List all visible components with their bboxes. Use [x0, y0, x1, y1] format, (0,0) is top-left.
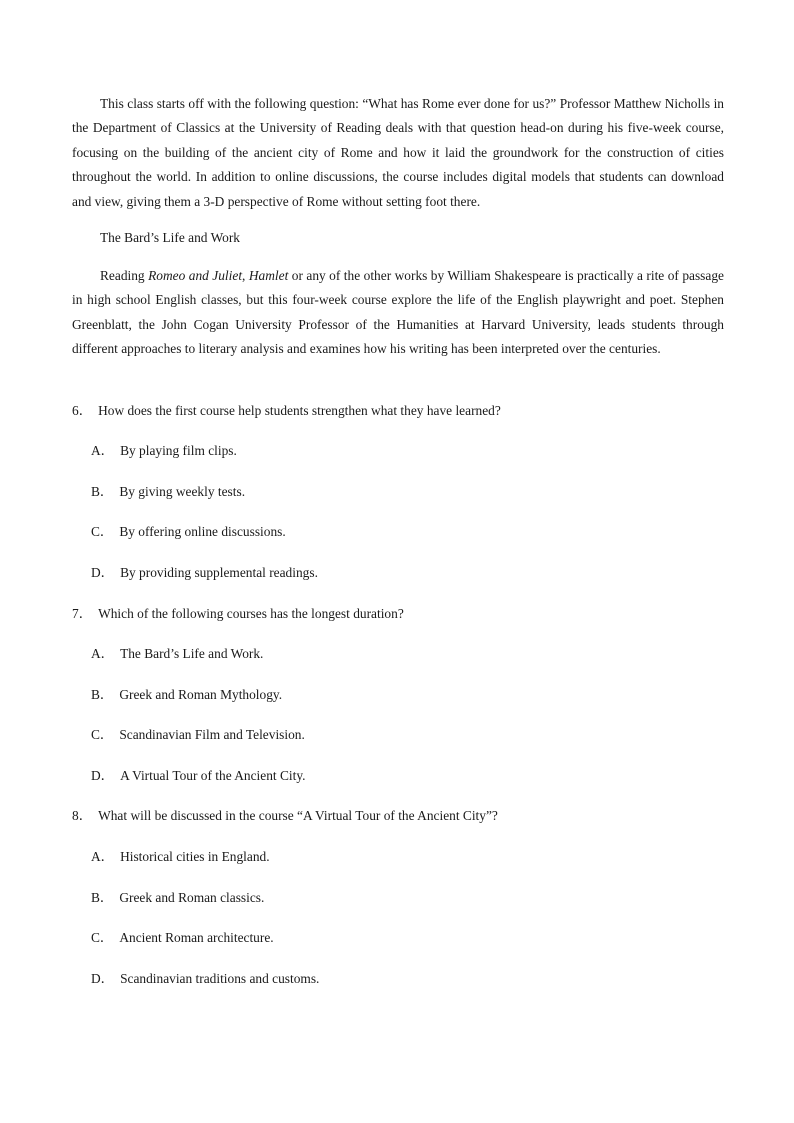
option-6b[interactable] [91, 482, 711, 502]
option-7c[interactable] [91, 725, 711, 745]
question-number: 6． [72, 403, 93, 418]
option-6d[interactable] [91, 563, 711, 583]
option-letter: C． [91, 930, 114, 945]
option-text: By playing film clips. [120, 443, 237, 458]
option-letter: B． [91, 484, 114, 499]
option-6c[interactable] [91, 522, 711, 542]
option-text: Ancient Roman architecture. [119, 930, 274, 945]
option-letter: B． [91, 890, 114, 905]
option-7a[interactable] [91, 644, 711, 664]
option-letter: B． [91, 687, 114, 702]
question-number: 7． [72, 606, 93, 621]
option-text: By providing supplemental readings. [120, 565, 318, 580]
option-8b[interactable] [91, 888, 711, 908]
option-7d[interactable] [91, 766, 711, 786]
option-text: By offering online discussions. [119, 524, 286, 539]
option-letter: D． [91, 565, 115, 580]
option-text: A Virtual Tour of the Ancient City. [120, 768, 306, 783]
option-8c[interactable] [91, 928, 711, 948]
section-heading-bard: The Bard’s Life and Work [100, 230, 240, 245]
option-text: Scandinavian Film and Television. [119, 727, 305, 742]
passage-paragraph-rome: This class starts off with the following question: “What has Rome ever done for us?” Professor Matthew Nicholls in the Department of Classics at the University of Reading deals with that question head-on during his five-week course, focusing on the building of the ancient city of Rome and how it laid the groundwork for the construction of cities throughout the world. In addition to online discussions, the course includes digital models that students can download and view, giving them a 3-D perspective of Rome without setting foot there. [72, 96, 724, 209]
option-7b[interactable] [91, 685, 711, 705]
option-letter: A． [91, 849, 115, 864]
option-text: The Bard’s Life and Work. [120, 646, 264, 661]
title-romeo-juliet: Romeo and Juliet [148, 268, 243, 283]
question-6 [72, 401, 732, 421]
p2-rest: or any of the other works by William Shakespeare is practically a rite of passage in high school English classes, but this four-week course explore the life of the English playwright and poet. Stephen Greenblatt, the John Cogan University Professor of the Humanities at Harvard University, leads students through different approaches to literary analysis and examines how his writing has been interpreted over the centuries. [72, 268, 724, 357]
passage-paragraph-bard [72, 264, 724, 362]
option-8d[interactable] [91, 969, 711, 989]
option-letter: C． [91, 524, 114, 539]
question-8 [72, 806, 732, 826]
title-hamlet: Hamlet [248, 268, 289, 283]
option-6a[interactable] [91, 441, 711, 461]
question-text: How does the first course help students strengthen what they have learned? [98, 403, 501, 418]
option-text: Greek and Roman Mythology. [119, 687, 283, 702]
option-8a[interactable] [91, 847, 711, 867]
question-number: 8． [72, 808, 93, 823]
question-7 [72, 604, 732, 624]
option-letter: A． [91, 443, 115, 458]
option-text: Historical cities in England. [120, 849, 270, 864]
option-text: By giving weekly tests. [119, 484, 246, 499]
question-text: Which of the following courses has the longest duration? [98, 606, 404, 621]
option-letter: A． [91, 646, 115, 661]
option-letter: D． [91, 768, 115, 783]
option-text: Greek and Roman classics. [119, 890, 265, 905]
question-text: What will be discussed in the course “A Virtual Tour of the Ancient City”? [98, 808, 498, 823]
option-text: Scandinavian traditions and customs. [120, 971, 320, 986]
option-letter: D． [91, 971, 115, 986]
option-letter: C． [91, 727, 114, 742]
p2-start: Reading [100, 268, 149, 283]
p2-separator: , [242, 268, 249, 283]
